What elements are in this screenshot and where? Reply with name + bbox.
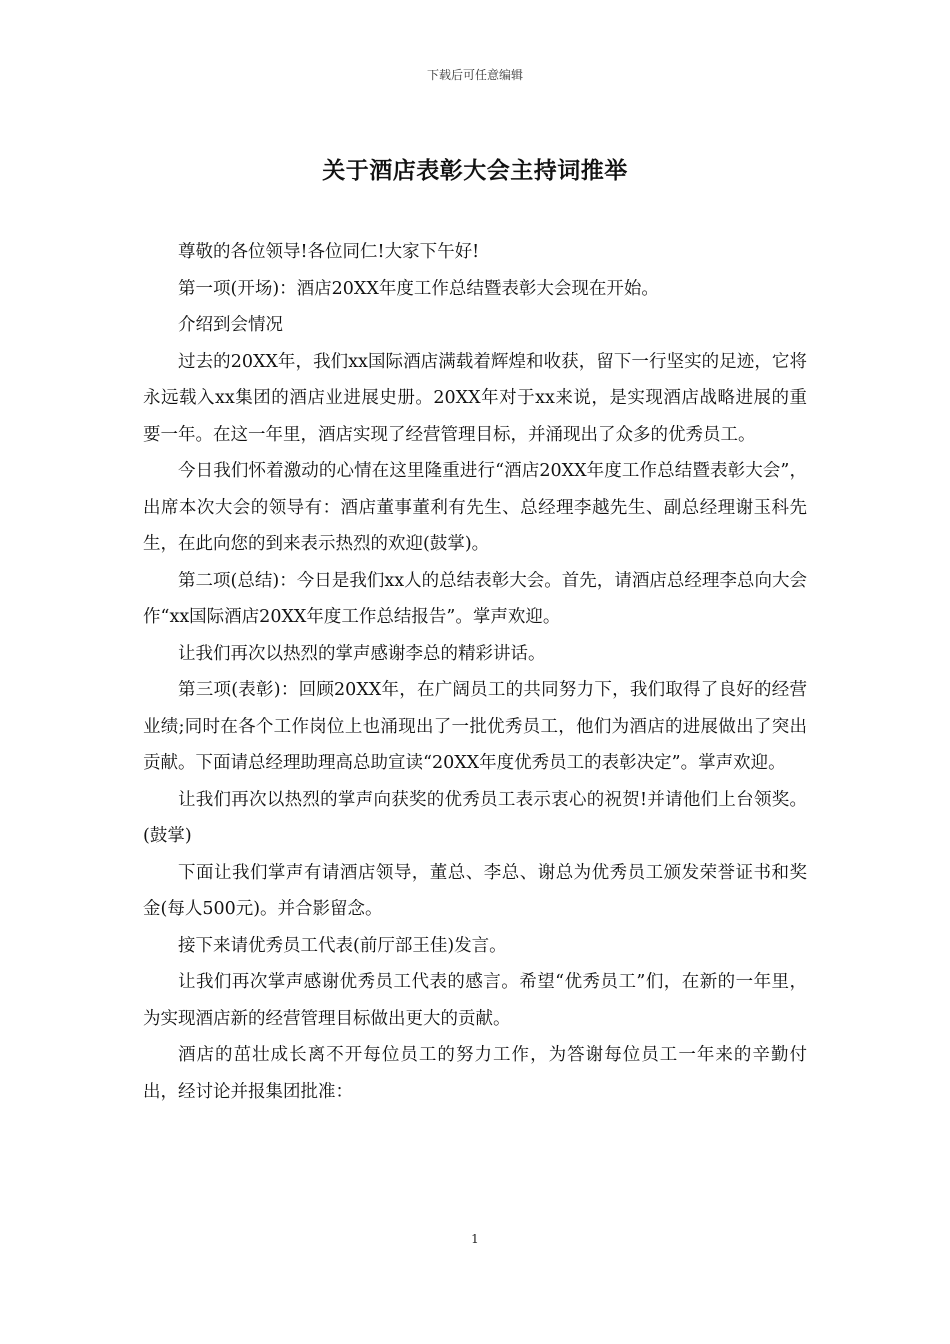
document-title: 关于酒店表彰大会主持词推举	[322, 157, 628, 184]
paragraph-representative: 接下来请优秀员工代表(前厅部王佳)发言。	[178, 935, 507, 956]
paragraph-appreciation: 酒店的茁壮成长离不开每位员工的努力工作，为答谢每位员工一年来的辛勤付出，经讨论并报集团批准：	[143, 1045, 807, 1102]
paragraph-congratulations: 让我们再次以热烈的掌声向获奖的优秀员工表示衷心的祝贺!并请他们上台领奖。(鼓掌)	[143, 789, 807, 846]
paragraph-thanks-speech: 让我们再次以热烈的掌声感谢李总的精彩讲话。	[178, 643, 546, 664]
paragraph-review: 过去的20XX年，我们xx国际酒店满载着辉煌和收获，留下一行坚实的足迹，它将永远载入xx集团的酒店业进展史册。20XX年对于xx来说，是实现酒店战略进展的重要一年。在这一年里，酒店实现了经营管理目标，并涌现出了众多的优秀员工。	[143, 351, 807, 445]
paragraph-summary: 第二项(总结)：今日是我们xx人的总结表彰大会。首先，请酒店总经理李总向大会作“xx国际酒店20XX年度工作总结报告”。掌声欢迎。	[143, 570, 807, 627]
header-note: 下载后可任意编辑	[426, 68, 523, 82]
paragraph-commendation: 第三项(表彰)：回顾20XX年，在广阔员工的共同努力下，我们取得了良好的经营业绩;同时在各个工作岗位上也涌现出了一批优秀员工，他们为酒店的进展做出了突出贡献。下面请总经理助理高总助宣读“20XX年度优秀员工的表彰决定”。掌声欢迎。	[143, 680, 807, 773]
paragraph-attendance: 介绍到会情况	[178, 315, 283, 335]
paragraph-greeting: 尊敬的各位领导!各位同仁!大家下午好!	[178, 242, 480, 262]
page-number: 1	[471, 1232, 479, 1246]
paragraph-opening: 第一项(开场)：酒店20XX年度工作总结暨表彰大会现在开始。	[178, 278, 659, 299]
paragraph-hope: 让我们再次掌声感谢优秀员工代表的感言。希望“优秀员工”们，在新的一年里，为实现酒店新的经营管理目标做出更大的贡献。	[143, 972, 807, 1029]
document-body	[143, 234, 807, 1110]
paragraph-leaders: 今日我们怀着激动的心情在这里隆重进行“酒店20XX年度工作总结暨表彰大会”，出席本次大会的领导有：酒店董事董利有先生、总经理李越先生、副总经理谢玉科先生，在此向您的到来表示热烈的欢迎(鼓掌)。	[143, 461, 807, 554]
paragraph-awards: 下面让我们掌声有请酒店领导，董总、李总、谢总为优秀员工颁发荣誉证书和奖金(每人500元)。并合影留念。	[143, 862, 807, 919]
